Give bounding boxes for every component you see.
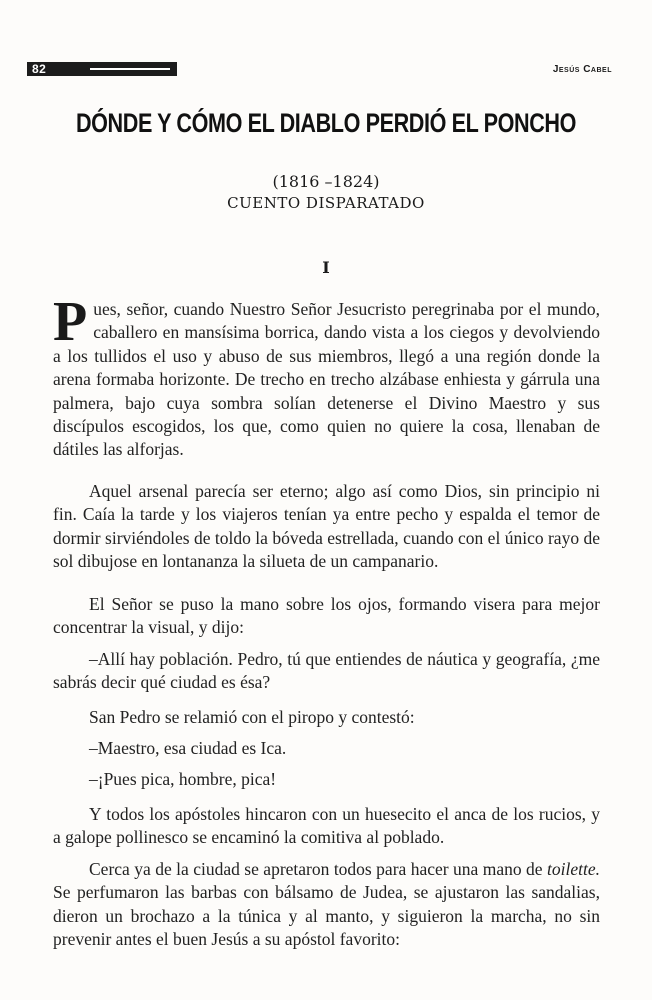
page-number: 82 (32, 62, 47, 76)
paragraph-5: San Pedro se relamió con el piropo y contestó: (89, 707, 415, 727)
running-head-author: Jesús Cabel (552, 64, 612, 75)
paragraph-7: –¡Pues pica, hombre, pica! (89, 769, 277, 789)
paragraph-9-italic: toilette. (547, 859, 600, 879)
section-number: I (322, 258, 330, 277)
story-title: DÓNDE Y CÓMO EL DIABLO PERDIÓ EL PONCHO (75, 108, 577, 138)
paragraph-9-end: Se perfumaron las barbas con bálsamo de Judea, se ajustaron las sandalias, dieron un brochazo a la túnica y al manto, y siguieron la marcha, no sin prevenir antes el buen Jesús a su apóstol favorito: (53, 882, 600, 950)
header-rule (90, 68, 170, 70)
paragraph-1 (53, 291, 600, 462)
paragraph-9 (53, 858, 600, 952)
paragraph-1-text: ues, señor, cuando Nuestro Señor Jesucristo peregrinaba por el mundo, caballero en mansísima borrica, dando vista a los ciegos y devolviendo a los tullidos el uso y abuso de sus miembros, llegó a una región donde la arena formaba horizonte. De trecho en trecho alzábase enhiesta y gárrula una palmera, bajo cuya sombra solían detenerse el Divino Maestro y sus discípulos escogidos, los que, como quien no quiere la cosa, llenaban de dátiles las alforjas. (53, 299, 600, 460)
story-subtitle: CUENTO DISPARATADO (227, 194, 425, 212)
paragraph-3: El Señor se puso la mano sobre los ojos, formando visera para mejor concentrar la visual, y dijo: (53, 594, 600, 638)
paragraph-6: –Maestro, esa ciudad es Ica. (89, 738, 287, 758)
paragraph-8: Y todos los apóstoles hincaron con un huesecito el anca de los rucios, y a galope pollinesco se encaminó la comitiva al poblado. (53, 804, 600, 848)
story-dates: (1816 –1824) (272, 172, 380, 191)
paragraph-9-start: Cerca ya de la ciudad se apretaron todos para hacer una mano de (89, 859, 543, 879)
paragraph-4: –Allí hay población. Pedro, tú que entiendes de náutica y geografía, ¿me sabrás decir qué ciudad es ésa? (53, 649, 600, 693)
paragraph-2: Aquel arsenal parecía ser eterno; algo así como Dios, sin principio ni fin. Caía la tarde y los viajeros tenían ya entre pecho y espalda el temor de dormir sirviéndoles de toldo la bóveda estrellada, cuando con el único rayo de sol dibujose en lontananza la silueta de un campanario. (53, 481, 600, 572)
drop-cap: P (53, 291, 88, 353)
